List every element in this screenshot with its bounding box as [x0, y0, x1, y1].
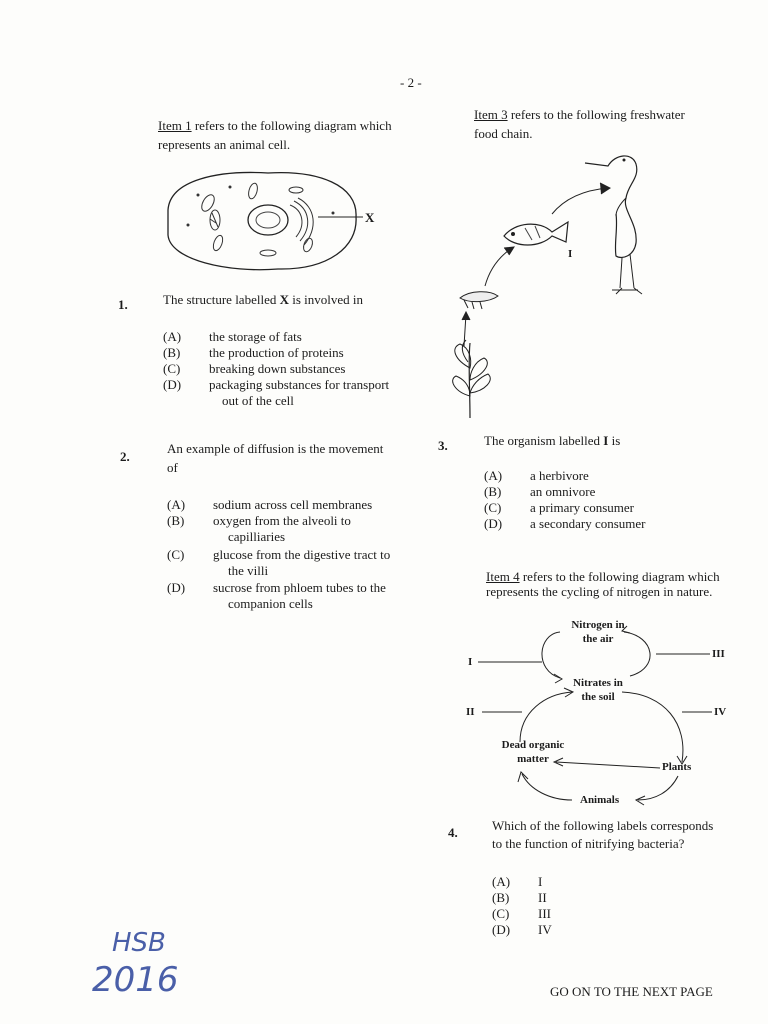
q4-option-c[interactable]: [492, 906, 551, 922]
q1-option-c-text: breaking down substances: [209, 361, 346, 376]
q3-option-b[interactable]: [484, 484, 595, 500]
q2-option-b[interactable]: [167, 513, 351, 529]
q4-option-a-letter: (A): [492, 874, 511, 889]
q2-option-c-line2: the villi: [228, 563, 269, 578]
cycle-label-iii: III: [712, 648, 725, 660]
item1-ref: Item 1: [158, 118, 192, 133]
q4-stem-line1: Which of the following labels corresponds: [492, 818, 714, 833]
q2-option-a[interactable]: [167, 497, 372, 513]
dead-matter-line2: matter: [517, 753, 549, 765]
q1-stem: [163, 292, 363, 308]
item3-intro-text: refers to the following freshwater: [507, 107, 685, 122]
q4-number: 4.: [448, 825, 458, 840]
q1-option-d-line2: out of the cell: [222, 393, 294, 408]
q2-option-a-text: sodium across cell membranes: [213, 497, 373, 512]
cell-label-x: X: [365, 210, 375, 225]
q1-option-d-text: packaging substances for transport: [209, 377, 390, 392]
item4-intro-text: refers to the following diagram which: [519, 569, 720, 584]
item3-ref: Item 3: [474, 107, 508, 122]
handwriting-line2: 2016: [92, 960, 179, 1000]
dead-matter-line1: Dead organic: [501, 739, 565, 751]
q1-option-d-letter: (D): [163, 377, 182, 392]
q1-number: 1.: [118, 297, 128, 312]
q4-option-b-letter: (B): [492, 890, 510, 905]
q2-option-d[interactable]: [167, 580, 386, 596]
item4-intro: [486, 569, 720, 585]
q2-option-a-letter: (A): [167, 497, 186, 512]
q4-option-a-text: I: [538, 874, 543, 889]
item1-intro: [158, 118, 392, 134]
item3-intro-line2: food chain.: [474, 126, 533, 141]
item4-intro-line2: represents the cycling of nitrogen in nature.: [486, 584, 713, 599]
q4-option-d-letter: (D): [492, 922, 511, 937]
animal-cell-diagram: [158, 165, 388, 277]
q1-option-c-letter: (C): [163, 361, 181, 376]
q4-option-b[interactable]: [492, 890, 547, 906]
q3-stem-bold: I: [603, 433, 609, 448]
q1-stem-pre: The structure labelled: [163, 292, 280, 307]
handwriting-line1: HSB: [112, 928, 166, 958]
q2-stem-line1: An example of diffusion is the movement: [167, 441, 384, 456]
q2-option-d-letter: (D): [167, 580, 186, 595]
q2-option-c-letter: (C): [167, 547, 185, 562]
q1-option-a-text: the storage of fats: [209, 329, 302, 344]
q1-stem-bold: X: [279, 292, 289, 307]
nitrogen-air-line2: the air: [582, 633, 614, 645]
q2-option-c-text: glucose from the digestive tract to: [213, 547, 391, 562]
q3-stem-post: is: [608, 433, 621, 448]
q3-option-c-letter: (C): [484, 500, 502, 515]
q3-stem-pre: The organism labelled: [484, 433, 604, 448]
food-chain-label-i: I: [568, 248, 573, 260]
item1-intro-line2: represents an animal cell.: [158, 137, 291, 152]
animals-node: Animals: [580, 794, 620, 806]
q2-stem-line2: of: [167, 460, 178, 475]
q4-option-b-text: II: [538, 890, 547, 905]
nitrogen-air-line1: Nitrogen in: [571, 619, 625, 631]
q3-option-a-letter: (A): [484, 468, 503, 483]
cycle-label-i: I: [468, 656, 473, 668]
q1-option-b-text: the production of proteins: [209, 345, 344, 360]
q3-option-b-letter: (B): [484, 484, 502, 499]
q3-option-c-text: a primary consumer: [530, 500, 634, 515]
q4-option-d[interactable]: [492, 922, 552, 938]
q3-option-b-text: an omnivore: [530, 484, 596, 499]
item1-intro-text: refers to the following diagram which: [191, 118, 392, 133]
nitrates-soil-node: [565, 676, 631, 704]
nitrates-soil-line1: Nitrates in: [573, 677, 623, 689]
q1-option-b-letter: (B): [163, 345, 181, 360]
q4-option-a[interactable]: [492, 874, 542, 890]
nitrates-soil-line2: the soil: [581, 691, 615, 703]
q2-option-d-text: sucrose from phloem tubes to the: [213, 580, 386, 595]
q3-stem: [484, 433, 620, 449]
q3-option-d-letter: (D): [484, 516, 503, 531]
q3-number: 3.: [438, 438, 448, 453]
q3-option-d[interactable]: [484, 516, 646, 532]
nitrogen-air-node: [565, 618, 631, 646]
q4-option-c-text: III: [538, 906, 551, 921]
q4-option-d-text: IV: [538, 922, 552, 937]
q2-option-b-letter: (B): [167, 513, 185, 528]
q1-option-c[interactable]: [163, 361, 345, 377]
q2-number: 2.: [120, 449, 130, 464]
q3-option-c[interactable]: [484, 500, 634, 516]
q3-option-a-text: a herbivore: [530, 468, 589, 483]
q2-option-b-line2: capilliaries: [228, 529, 286, 544]
q4-option-c-letter: (C): [492, 906, 510, 921]
plants-node: Plants: [662, 761, 692, 773]
q2-option-b-text: oxygen from the alveoli to: [213, 513, 351, 528]
q1-option-d[interactable]: [163, 377, 389, 393]
cycle-label-ii: II: [466, 706, 475, 718]
dead-matter-node: [494, 738, 572, 766]
q1-stem-post: is involved in: [288, 292, 364, 307]
q3-option-d-text: a secondary consumer: [530, 516, 646, 531]
item4-ref: Item 4: [486, 569, 520, 584]
q1-option-a-letter: (A): [163, 329, 182, 344]
q2-option-d-line2: companion cells: [228, 596, 313, 611]
cycle-label-iv: IV: [714, 706, 727, 718]
footer-next-page: GO ON TO THE NEXT PAGE: [550, 984, 713, 999]
food-chain-diagram: [440, 148, 680, 423]
q4-stem-line2: to the function of nitrifying bacteria?: [492, 836, 685, 851]
q2-option-c[interactable]: [167, 547, 390, 563]
q1-option-b[interactable]: [163, 345, 344, 361]
q3-option-a[interactable]: [484, 468, 589, 484]
page-number: - 2 -: [400, 75, 422, 90]
q1-option-a[interactable]: [163, 329, 302, 345]
item3-intro: [474, 107, 685, 123]
